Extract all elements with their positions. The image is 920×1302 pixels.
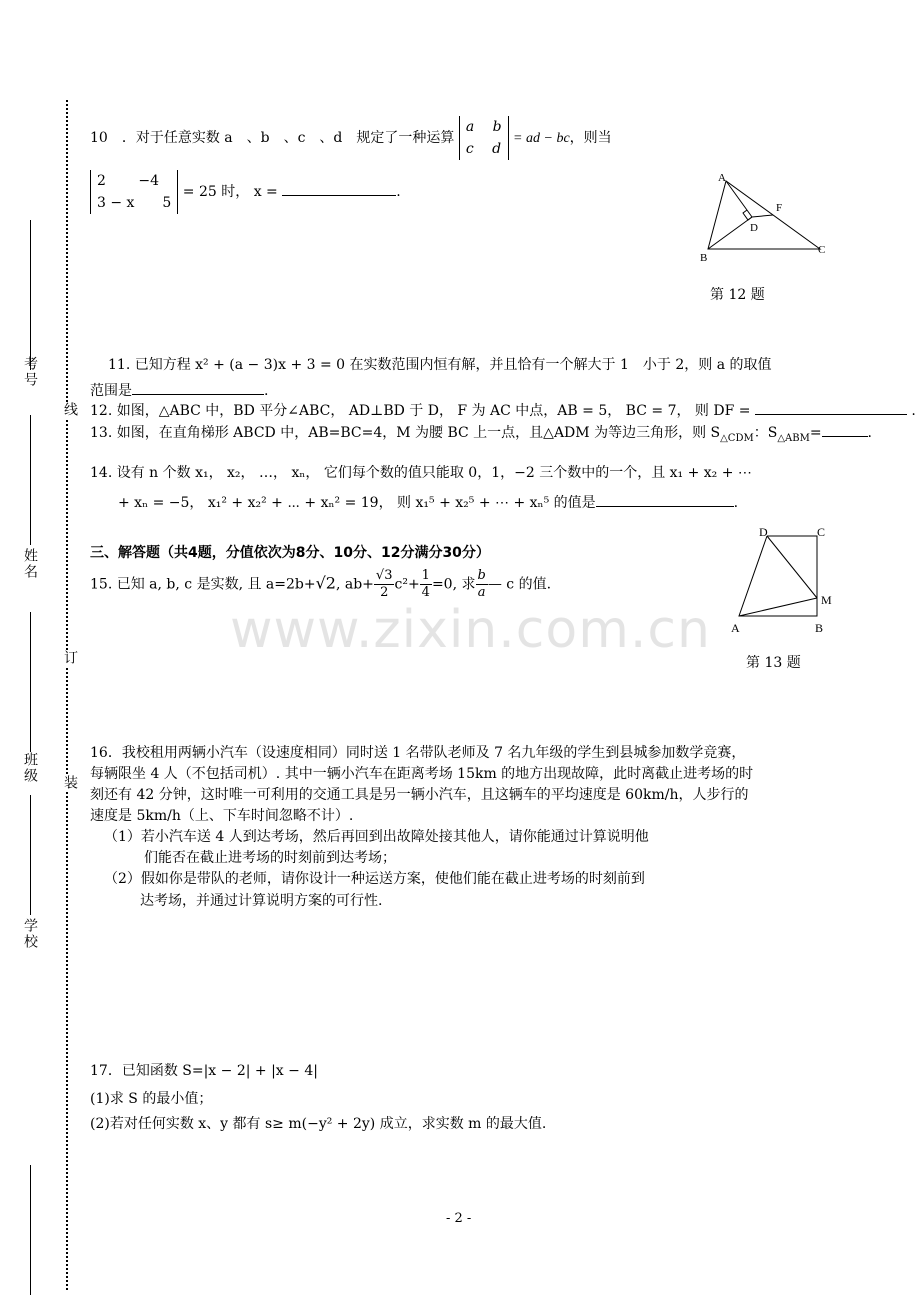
q12-text: 12. 如图，△ABC 中，BD 平分∠ABC， AD⊥BD 于 D， F 为 AC 中点，AB = 5， BC = 7， 则 DF = (90, 403, 751, 419)
fig13-label-m: M (821, 593, 832, 607)
q15-text-b: , ab+ (335, 576, 374, 593)
question-17-part1: (1)求 S 的最小值； (90, 1091, 213, 1107)
q15-text-c: c²+ (394, 576, 420, 593)
label-xian: 线 (62, 402, 78, 418)
label-ding: 订 (62, 650, 78, 666)
q10-answer-blank[interactable] (282, 181, 396, 196)
page-number: - 2 - (446, 1211, 472, 1226)
q15-frac2-den: 4 (421, 585, 430, 600)
question-13 (90, 422, 872, 444)
question-14-line2 (118, 492, 738, 512)
q10-text: 10 ．对于任意实数 a 、b 、c 、d 规定了一种运算 (90, 130, 455, 146)
question-14-line1: 14. 设有 n 个数 x₁， x₂， …， xₙ， 它们每个数的值只能取 0，1，−2 三个数中的一个，且 x₁ + x₂ + ⋯ (90, 465, 752, 481)
question-16-part2-a: （2）假如你是带队的老师，请你设计一种运送方案，使他们能在截止进考场的时刻前到 (104, 871, 645, 887)
q10-det2-row1: 2 −4 (97, 173, 159, 189)
q13-answer-blank[interactable] (822, 422, 868, 437)
fig12-label-a: A (718, 172, 726, 184)
question-15 (90, 568, 551, 601)
q11-end: . (264, 383, 269, 399)
q11-answer-blank[interactable] (132, 380, 264, 395)
question-10-line1 (90, 116, 612, 160)
q10-text-end: ，则当 (569, 130, 612, 146)
q15-frac3-den: a (477, 585, 486, 600)
fig12-triangle-abc (708, 181, 820, 249)
q10-det-row1: a b (465, 119, 502, 135)
section-3-heading: 三、解答题（共4题，分值依次为8分、10分、12分满分30分） (90, 545, 490, 561)
label-zhuang: 装 (62, 775, 78, 791)
q13-text: 13. 如图，在直角梯形 ABCD 中，AB=BC=4，M 为腰 BC 上一点，且△ADM 为等边三角形，则 S (90, 425, 721, 441)
q10-determinant-2 (90, 170, 178, 214)
figure-13-caption: 第 13 题 (746, 655, 801, 671)
label-banji: 班级 (22, 752, 38, 784)
figure-12 (690, 165, 840, 265)
question-12 (90, 400, 916, 420)
q15-text-e: — c 的值. (487, 576, 552, 593)
fig12-label-d: D (750, 222, 758, 234)
q12-end: . (911, 403, 916, 419)
fig13-line-am (739, 598, 817, 616)
binding-dotted-line (66, 100, 68, 1290)
q12-answer-blank[interactable] (755, 400, 907, 415)
fig12-label-c: C (818, 244, 826, 256)
fig13-label-d: D (759, 525, 768, 539)
q15-frac-1-over-4 (420, 568, 432, 601)
question-16-part1-b: 们能否在截止进考场的时刻前到达考场； (144, 850, 396, 866)
fig12-line-ad (726, 181, 752, 217)
q14-text: + xₙ = −5， x₁² + x₂² + ⋯ + xₙ² = 19， 则 x₁⁵ + x₂⁵ + ⋯ + xₙ⁵ 的值是 (118, 495, 596, 511)
fig13-label-a: A (731, 621, 740, 635)
label-xingming: 姓名 (22, 548, 38, 580)
q15-sqrt2: √2 (315, 573, 336, 593)
q10-det2-row2: 3 − x 5 (97, 195, 172, 211)
q14-answer-blank[interactable] (596, 492, 734, 507)
q13-sub-abm: △ABM (777, 432, 810, 444)
binding-rule (30, 220, 31, 370)
fig13-line-dm (767, 536, 817, 598)
q13-eq: = (809, 425, 822, 441)
q15-frac2-num: 1 (421, 568, 430, 583)
fig13-label-c: C (817, 525, 826, 539)
question-16-line1: 16．我校租用两辆小汽车（设速度相同）同时送 1 名带队老师及 7 名九年级的学生到县城参加数学竞赛， (90, 745, 746, 761)
q13-sub-cdm: △CDM (720, 432, 754, 444)
question-16-line2: 每辆限坐 4 人（不包括司机）. 其中一辆小汽车在距离考场 15km 的地方出现故障，此时离截止进考场的时 (90, 766, 754, 782)
label-kaohao: 考号 (22, 356, 38, 388)
q15-frac1-num: √3 (375, 568, 393, 583)
q15-frac1-den: 2 (380, 585, 389, 600)
q14-end: . (733, 495, 739, 511)
question-16-line3: 刻还有 42 分钟，这时唯一可利用的交通工具是另一辆小汽车，且这辆车的平均速度是 60km/h，人步行的 (90, 787, 749, 803)
q15-frac3-num: b (477, 568, 486, 583)
figure-12-caption: 第 12 题 (710, 287, 765, 303)
q15-frac-b-over-a (476, 568, 488, 601)
question-17-part2: (2)若对任何实数 x、y 都有 s≥ m(−y² + 2y) 成立，求实数 m 的最大值. (90, 1116, 547, 1132)
q11-range-label: 范围是 (90, 383, 132, 399)
watermark: www.zixin.com.cn (230, 600, 711, 660)
q15-frac-sqrt3-over-2 (374, 568, 395, 601)
binding-rule (30, 1165, 31, 1295)
fig12-label-f: F (776, 202, 783, 214)
q10-end: . (396, 184, 401, 200)
question-10-line2 (90, 170, 401, 214)
q13-end: . (867, 425, 872, 441)
q15-text-d: =0, 求 (431, 576, 476, 593)
label-xuexiao: 学校 (22, 918, 38, 950)
figure-13 (725, 522, 845, 640)
question-16-part1-a: （1）若小汽车送 4 人到达考场，然后再回到出故障处接其他人，请你能通过计算说明他 (104, 829, 649, 845)
question-11-line2 (90, 380, 268, 400)
q15-text-a: 15. 已知 a, b, c 是实数, 且 a=2b+ (90, 576, 316, 593)
fig13-trapezoid (739, 536, 817, 616)
fig12-line-bd (708, 217, 752, 249)
q10-condition: = 25 时， x = (182, 184, 278, 200)
q10-determinant (459, 116, 509, 160)
fig13-label-b: B (815, 621, 824, 635)
question-11: 11. 已知方程 x² + (a − 3)x + 3 = 0 在实数范围内恒有解，并且恰有一个解大于 1 小于 2，则 a 的取值 (108, 357, 772, 373)
fig12-line-df (752, 215, 773, 217)
question-17-title: 17．已知函数 S=|x − 2| + |x − 4| (90, 1063, 318, 1079)
question-16-line4: 速度是 5km/h（上、下车时间忽略不计）. (90, 808, 354, 824)
question-16-part2-b: 达考场，并通过计算说明方案的可行性. (140, 893, 383, 909)
q10-det-row2: c d (465, 141, 502, 157)
binding-rule (30, 795, 31, 915)
binding-rule (30, 415, 31, 545)
binding-rule (30, 612, 31, 752)
q10-formula: = ad − bc (513, 131, 570, 146)
q13-mid: ：S (753, 425, 778, 441)
fig12-label-b: B (700, 252, 708, 264)
